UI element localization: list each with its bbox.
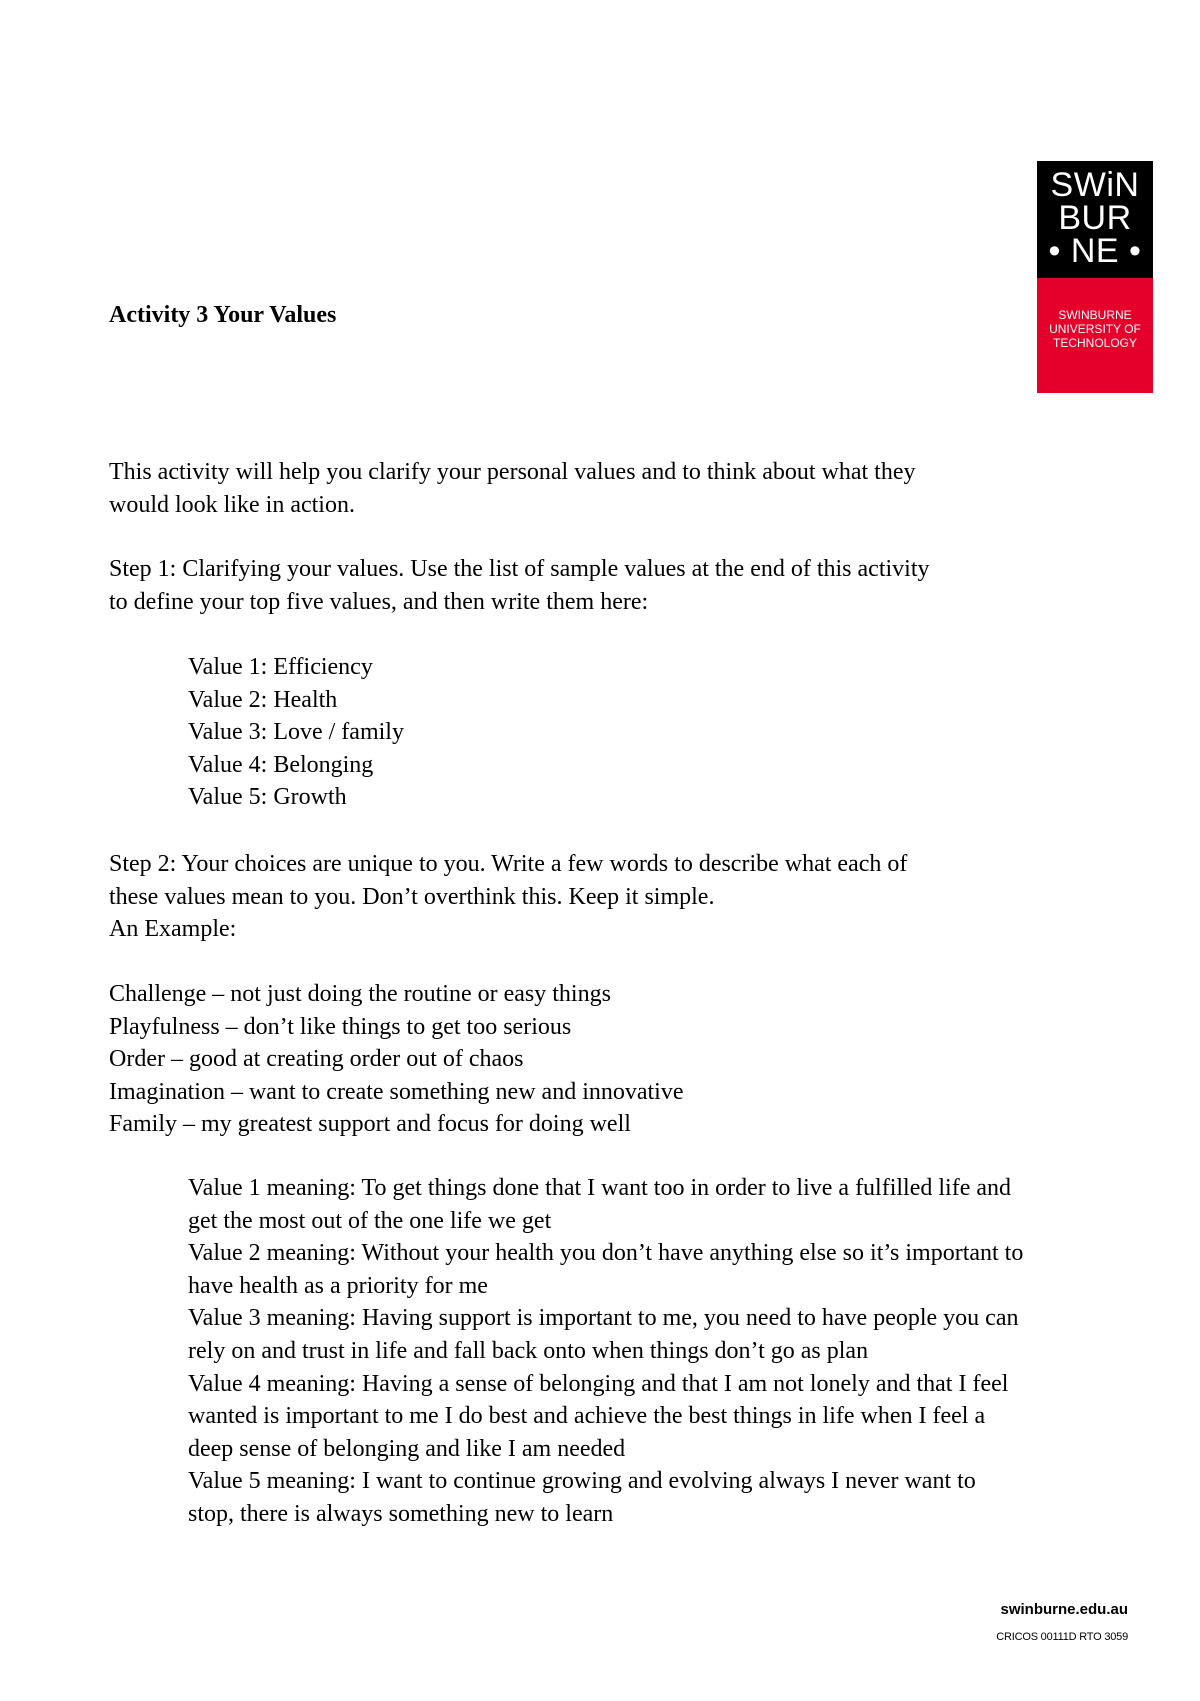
value-meanings [188,1172,1023,1531]
example-item: Playfulness – don’t like things to get too serious [109,1013,572,1040]
meaning-line: Value 2 meaning: Without your health you don’t have anything else so it’s important to [188,1240,1024,1267]
value-item: Value 1: Efficiency [188,654,373,680]
intro-line: would look like in action. [109,491,355,518]
meaning-line: Value 1 meaning: To get things done that I want too in order to live a fulfilled life and [188,1175,1012,1201]
step-2-paragraph [109,848,907,946]
example-item: Family – my greatest support and focus for doing well [109,1111,631,1138]
step-1-line: to define your top five values, and then write them here: [109,588,649,615]
meaning-line: Value 5 meaning: I want to continue growing and evolving always I never want to [188,1468,976,1495]
meaning-line: Value 4 meaning: Having a sense of belonging and that I am not lonely and that I feel [188,1370,1009,1397]
example-item: Challenge – not just doing the routine or easy things [109,981,611,1007]
meaning-line: stop, there is always something new to learn [188,1500,614,1527]
step-2-line: Step 2: Your choices are unique to you. Write a few words to describe what each of [109,851,908,877]
meaning-line: wanted is important to me I do best and achieve the best things in life when I feel a [188,1403,986,1430]
step-1-paragraph [109,553,930,618]
value-item: Value 2: Health [188,686,338,713]
logo-word-line: BUR [1058,199,1132,237]
logo-word-line: • NE • [1048,232,1142,270]
meaning-line: rely on and trust in life and fall back onto when things don’t go as plan [188,1337,869,1364]
logo-subtitle-line: UNIVERSITY OF [1049,322,1141,336]
step-2-line: these values mean to you. Don’t overthink this. Keep it simple. [109,883,715,910]
example-item: Order – good at creating order out of chaos [109,1046,524,1073]
meaning-line: Value 3 meaning: Having support is important to me, you need to have people you can [188,1305,1019,1332]
value-item: Value 3: Love / family [188,719,404,746]
logo-subtitle [1037,278,1153,393]
logo-wordmark [1037,161,1153,278]
intro-paragraph [109,456,915,521]
examples-list [109,978,684,1141]
step-2-line: An Example: [109,916,237,943]
step-1-line: Step 1: Clarifying your values. Use the list of sample values at the end of this activity [109,556,930,582]
footer-url: swinburne.edu.au [1000,1601,1128,1618]
meaning-line: have health as a priority for me [188,1272,488,1299]
example-item: Imagination – want to create something new and innovative [109,1078,684,1105]
logo-subtitle-line: SWINBURNE [1058,308,1132,322]
activity-title: Activity 3 Your Values [109,302,337,328]
meaning-line: get the most out of the one life we get [188,1207,552,1234]
swinburne-logo [1037,161,1153,393]
value-item: Value 4: Belonging [188,751,374,778]
footer-codes: CRICOS 00111D RTO 3059 [996,1631,1128,1643]
value-item: Value 5: Growth [188,784,347,811]
meaning-line: deep sense of belonging and like I am needed [188,1435,626,1462]
intro-line: This activity will help you clarify your personal values and to think about what they [109,459,916,485]
logo-word-line: SWiN [1050,166,1140,204]
logo-subtitle-line: TECHNOLOGY [1052,336,1137,350]
values-list [188,651,404,814]
